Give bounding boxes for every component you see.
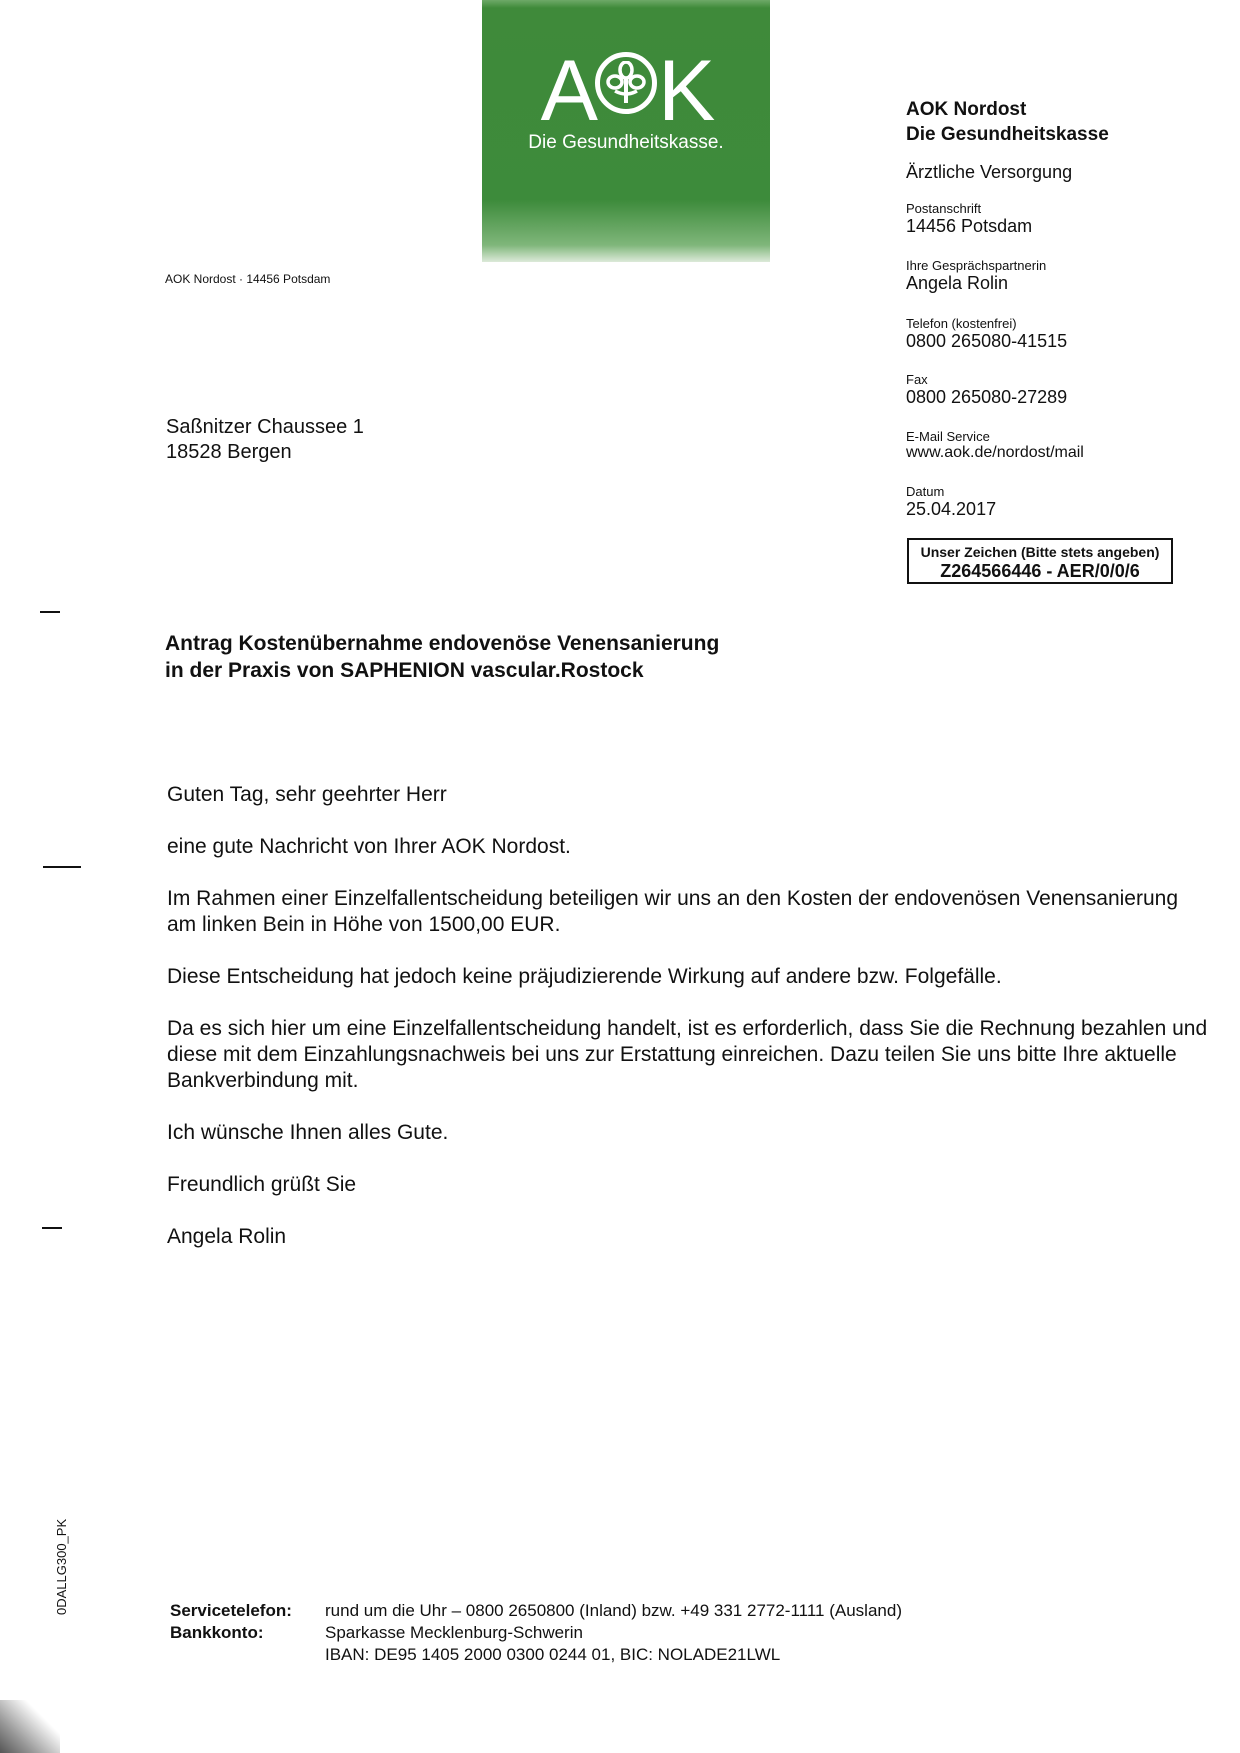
fax-block	[906, 372, 1067, 408]
fax-value: 0800 265080-27289	[906, 387, 1068, 407]
logo-wordmark	[482, 43, 770, 139]
recipient-city: 18528 Bergen	[166, 441, 292, 463]
footer-iban-row	[170, 1644, 902, 1666]
closing: Freundlich grüßt Sie	[167, 1173, 357, 1196]
footer-service-row	[170, 1600, 902, 1622]
bank-value: Sparkasse Mecklenburg-Schwerin	[325, 1623, 583, 1642]
body-paragraph-2: Im Rahmen einer Einzelfallentscheidung beteiligen wir uns an den Kosten der endovenösen Venensanierung am linken Bein in Höhe von 1500,00 EUR.	[167, 887, 1179, 936]
contact-block	[906, 258, 1046, 294]
sender-name-line1: AOK Nordost	[906, 99, 1027, 120]
fax-label: Fax	[906, 372, 928, 387]
contact-value: Angela Rolin	[906, 273, 1009, 293]
recipient-street: Saßnitzer Chaussee 1	[166, 416, 364, 438]
date-block	[906, 484, 996, 520]
logo-letter-a: A	[540, 43, 594, 139]
logo-claim: Die Gesundheitskasse.	[528, 132, 724, 153]
sender-name-line2: Die Gesundheitskasse	[906, 124, 1109, 145]
aok-logo	[482, 0, 770, 262]
phone-block	[906, 316, 1067, 352]
postal-value: 14456 Potsdam	[906, 216, 1033, 236]
sender-department: Ärztliche Versorgung	[906, 162, 1073, 182]
logo-letter-k: K	[658, 43, 712, 139]
salutation: Guten Tag, sehr geehrter Herr	[167, 783, 447, 806]
body-paragraph-1: eine gute Nachricht von Ihrer AOK Nordost.	[167, 835, 571, 858]
reference-value: Z264566446 - AER/0/0/6	[940, 561, 1140, 581]
email-block	[906, 429, 1084, 462]
sender-organization	[906, 97, 1109, 147]
tree-icon	[595, 52, 657, 114]
return-address: AOK Nordost · 14456 Potsdam	[165, 272, 331, 286]
service-label: Servicetelefon:	[170, 1601, 292, 1620]
service-value: rund um die Uhr – 0800 2650800 (Inland) bzw. +49 331 2772-1111 (Ausland)	[325, 1601, 902, 1620]
email-value: www.aok.de/nordost/mail	[906, 444, 1084, 461]
bank-label: Bankkonto:	[170, 1623, 264, 1642]
date-label: Datum	[906, 484, 945, 499]
reference-label: Unser Zeichen (Bitte stets angeben)	[920, 544, 1160, 560]
phone-value: 0800 265080-41515	[906, 331, 1068, 351]
contact-label: Ihre Gesprächspartnerin	[906, 258, 1047, 273]
postal-block	[906, 201, 1032, 237]
form-code: 0DALLG300_PK	[54, 1518, 69, 1615]
email-label: E-Mail Service	[906, 429, 990, 444]
letter-body	[167, 782, 1212, 1276]
subject-line1: Antrag Kostenübernahme endovenöse Venensanierung	[165, 632, 720, 655]
signature: Angela Rolin	[167, 1225, 287, 1248]
iban-value: IBAN: DE95 1405 2000 0300 0244 01, BIC: NOLADE21LWL	[325, 1645, 781, 1664]
body-paragraph-3: Diese Entscheidung hat jedoch keine präjudizierende Wirkung auf andere bzw. Folgefälle.	[167, 965, 1002, 988]
date-value: 25.04.2017	[906, 499, 997, 519]
footer-bank-row	[170, 1622, 902, 1644]
fold-mark-bottom	[42, 1227, 62, 1229]
footer	[170, 1600, 902, 1666]
scan-shadow	[0, 1700, 60, 1753]
phone-label: Telefon (kostenfrei)	[906, 316, 1017, 331]
fold-mark-top	[40, 611, 60, 613]
postal-label: Postanschrift	[906, 201, 982, 216]
subject-line2: in der Praxis von SAPHENION vascular.Rostock	[165, 659, 644, 682]
body-paragraph-4: Da es sich hier um eine Einzelfallentscheidung handelt, ist es erforderlich, dass Sie die Rechnung bezahlen und diese mit dem Einzahlungsnachweis bei uns zur Erstattung einreichen. Dazu teilen Sie uns bitte Ihre aktuelle Bankverbindung mit.	[167, 1017, 1208, 1092]
subject	[165, 630, 719, 684]
body-paragraph-5: Ich wünsche Ihnen alles Gute.	[167, 1121, 449, 1144]
reference-box	[907, 538, 1173, 584]
recipient-address	[166, 415, 364, 465]
punch-mark	[43, 866, 81, 868]
